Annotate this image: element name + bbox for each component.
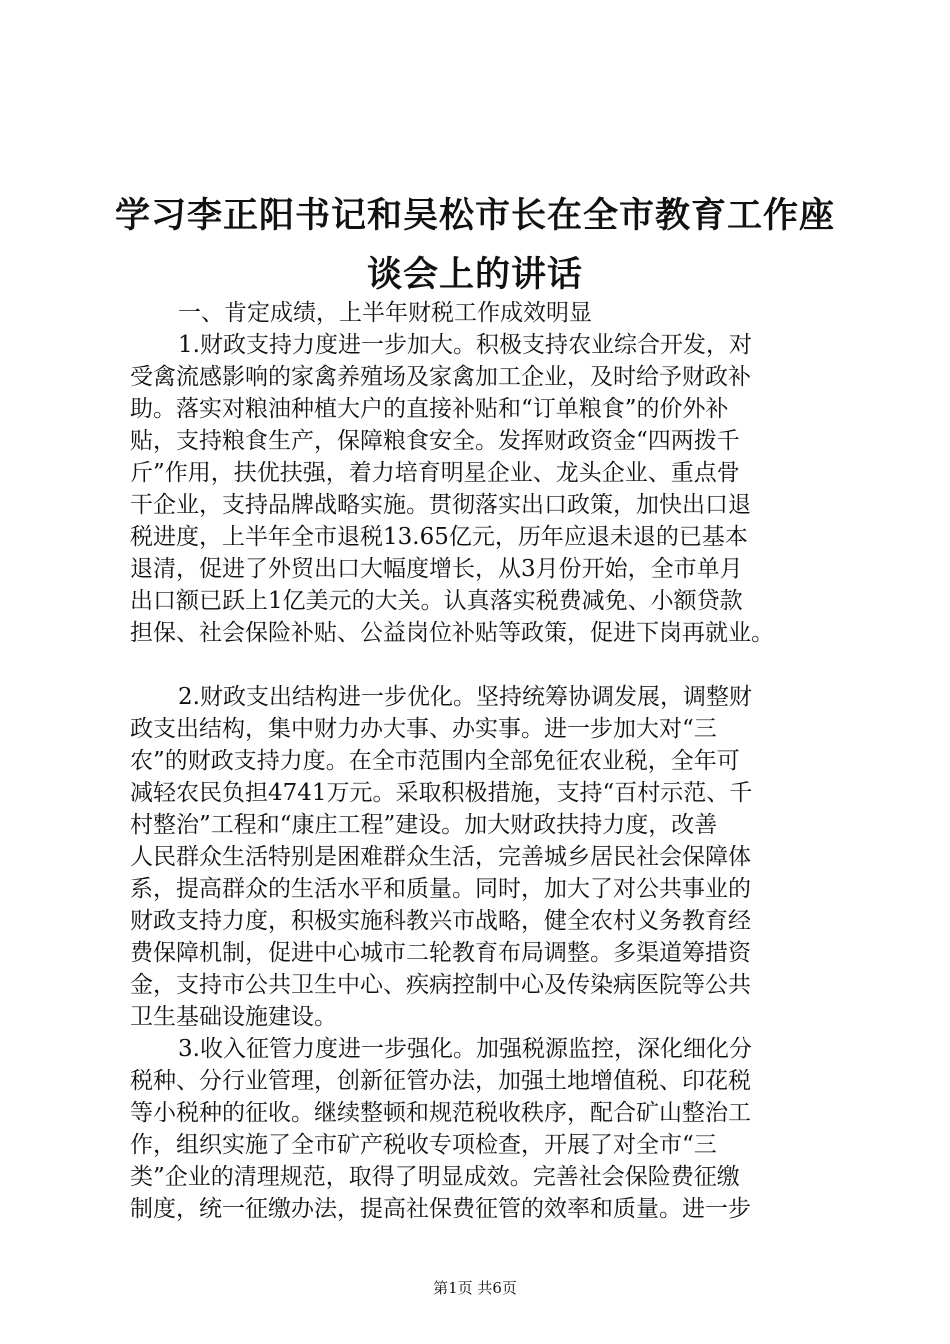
blank-line [130, 649, 830, 681]
body-text-line: 财政支持力度，积极实施科教兴市战略，健全农村义务教育经 [130, 908, 751, 934]
body-text-line: 干企业，支持品牌战略实施。贯彻落实出口政策，加快出口退 [130, 492, 751, 518]
body-text-line: 2.财政支出结构进一步优化。坚持统筹协调发展，调整财 [178, 684, 752, 710]
body-text-line: 制度，统一征缴办法，提高社保费征管的效率和质量。进一步 [130, 1196, 751, 1222]
body-text-line: 农”的财政支持力度。在全市范围内全部免征农业税，全年可 [130, 748, 740, 774]
body-text-line: 等小税种的征收。继续整顿和规范税收秩序，配合矿山整治工 [130, 1100, 751, 1126]
body-text-line: 贴，支持粮食生产，保障粮食安全。发挥财政资金“四两拨千 [130, 428, 740, 454]
body-text-line: 税种、分行业管理，创新征管办法，加强土地增值税、印花税 [130, 1068, 751, 1094]
body-text-line: 政支出结构，集中财力办大事、办实事。进一步加大对“三 [130, 716, 717, 742]
body-text-line: 村整治”工程和“康庄工程”建设。加大财政扶持力度，改善 [130, 812, 718, 838]
body-text-line: 担保、社会保险补贴、公益岗位补贴等政策，促进下岗再就业。 [130, 620, 774, 646]
body-text-line: 一、肯定成绩，上半年财税工作成效明显 [178, 300, 592, 326]
body-text-line: 3.收入征管力度进一步强化。加强税源监控，深化细化分 [178, 1036, 752, 1062]
document-body [130, 297, 830, 1225]
body-text-line: 1.财政支持力度进一步加大。积极支持农业综合开发，对 [178, 332, 752, 358]
body-text-line: 出口额已跃上1亿美元的大关。认真落实税费减免、小额贷款 [130, 588, 743, 614]
body-text-line: 作，组织实施了全市矿产税收专项检查，开展了对全市“三 [130, 1132, 717, 1158]
body-text-line: 退清，促进了外贸出口大幅度增长，从3月份开始，全市单月 [130, 556, 743, 582]
document-title-line-1: 学习李正阳书记和吴松市长在全市教育工作座 [114, 196, 835, 236]
body-text-line: 类”企业的清理规范，取得了明显成效。完善社会保险费征缴 [130, 1164, 740, 1190]
body-text-line: 人民群众生活特别是困难群众生活，完善城乡居民社会保障体 [130, 844, 751, 870]
body-text-line: 卫生基础设施建设。 [130, 1004, 337, 1030]
page-number-footer: 第1页 共6页 [433, 1279, 517, 1297]
body-text-line: 费保障机制，促进中心城市二轮教育布局调整。多渠道筹措资 [130, 940, 751, 966]
body-text-line: 斤”作用，扶优扶强，着力培育明星企业、龙头企业、重点骨 [130, 460, 740, 486]
document-title-line-2: 谈会上的讲话 [366, 255, 583, 295]
body-text-line: 税进度，上半年全市退税13.65亿元，历年应退未退的已基本 [130, 524, 748, 550]
body-text-line: 减轻农民负担4741万元。采取积极措施，支持“百村示范、千 [130, 780, 753, 806]
body-text-line: 系，提高群众的生活水平和质量。同时，加大了对公共事业的 [130, 876, 751, 902]
body-text-line: 受禽流感影响的家禽养殖场及家禽加工企业，及时给予财政补 [130, 364, 751, 390]
body-text-line: 助。落实对粮油种植大户的直接补贴和“订单粮食”的价外补 [130, 396, 729, 422]
body-text-line: 金，支持市公共卫生中心、疾病控制中心及传染病医院等公共 [130, 972, 751, 998]
